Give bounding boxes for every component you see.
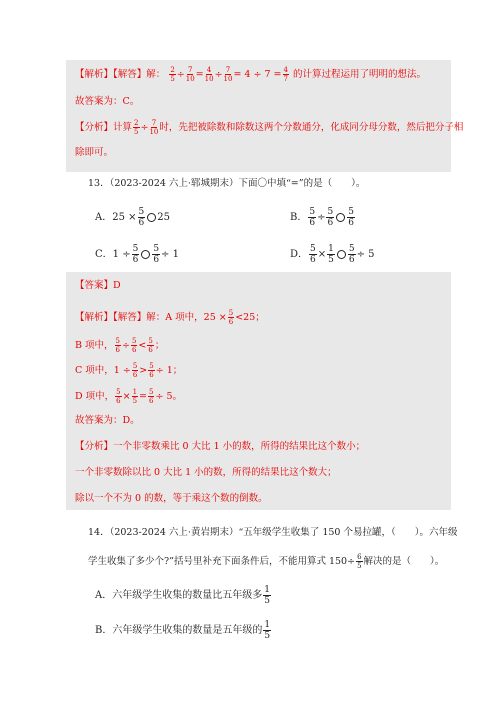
- q13-analysis-a: 【解析】【解答】解：A 项中，25 × $\frac{5}{6}$ <25；: [75, 309, 265, 326]
- q13-option-a: A．25 × $\frac{5}{6}$ 25: [95, 207, 170, 228]
- q12-fenxi: 【分析】计算 $\frac{2}{5}$ ÷ $\frac{7}{10}$ 时，先把被除数和除数这两个分数通分，化成同分母分数，然后把分子相: [75, 119, 464, 136]
- q13-final-answer: 故答案为：D。: [75, 415, 140, 426]
- compare-circle-icon: [337, 250, 346, 259]
- q14-option-b: B．六年级学生收集的数量是五年级的 $\frac{1}{5}$: [95, 620, 271, 641]
- q13-option-c: C．1 ÷ $\frac{5}{6}$ $\frac{5}{6}$ ÷ 1: [95, 244, 179, 265]
- q12-analysis-line: 【解析】【解答】解： $\frac{2}{5}$ ÷ $\frac{7}{10}$ = $\frac{4}{10}$ ÷ $\frac{7}{10}$ = 4 ÷ 7 = $\frac{4}{7}$ 的计算过程运用了明明的想法。: [75, 66, 427, 83]
- q12-fenxi-cont: 除即可。: [75, 147, 114, 158]
- q13-answer: 【答案】D: [75, 280, 121, 291]
- compare-circle-icon: [141, 250, 150, 259]
- compare-circle-icon: [147, 213, 156, 222]
- q12-answer: 故答案为：C。: [75, 96, 140, 107]
- q13-analysis-d: D 项中， $\frac{5}{6}$ × $\frac{1}{5}$ = $\frac{5}{6}$ ÷ 5。: [75, 388, 183, 405]
- q13-analysis-b: B 项中， $\frac{5}{6}$ ÷ $\frac{5}{6}$ < $\frac{5}{6}$ ；: [75, 337, 165, 354]
- q13-fenxi-3: 除以一个不为 0 的数，等于乘这个数的倒数。: [75, 493, 268, 504]
- q14-option-a: A．六年级学生收集的数量比五年级多 $\frac{1}{5}$: [95, 585, 270, 606]
- q13-option-d: D． $\frac{5}{6}$ × $\frac{1}{5}$ $\frac{5}{6}$ ÷ 5: [290, 244, 375, 265]
- compare-circle-icon: [336, 213, 345, 222]
- q13-fenxi-2: 一个非零数除以比 0 大比 1 小的数，所得的结果比这个数大；: [75, 467, 337, 478]
- q13-stem: 13．（2023-2024 六上·郓城期末）下面〇中填“=”的是（ ）。: [88, 178, 366, 189]
- q13-option-b: B． $\frac{5}{6}$ ÷ $\frac{5}{6}$ $\frac{5}{6}$: [290, 207, 354, 228]
- q14-stem-line1: 14．（2023-2024 六上·黄岩期末）“五年级学生收集了 150 个易拉罐，（ ）。六年级: [88, 527, 458, 538]
- q14-stem-line2: 学生收集了多少个?”括号里补充下面条件后，不能用算式 150÷ $\frac{6}{5}$ 解决的是（ ）。: [88, 553, 445, 570]
- q13-fenxi-1: 【分析】一个非零数乘比 0 大比 1 小的数，所得的结果比这个数小；: [75, 441, 366, 452]
- q13-analysis-c: C 项中，1 ÷ $\frac{5}{6}$ > $\frac{5}{6}$ ÷ 1；: [75, 362, 183, 379]
